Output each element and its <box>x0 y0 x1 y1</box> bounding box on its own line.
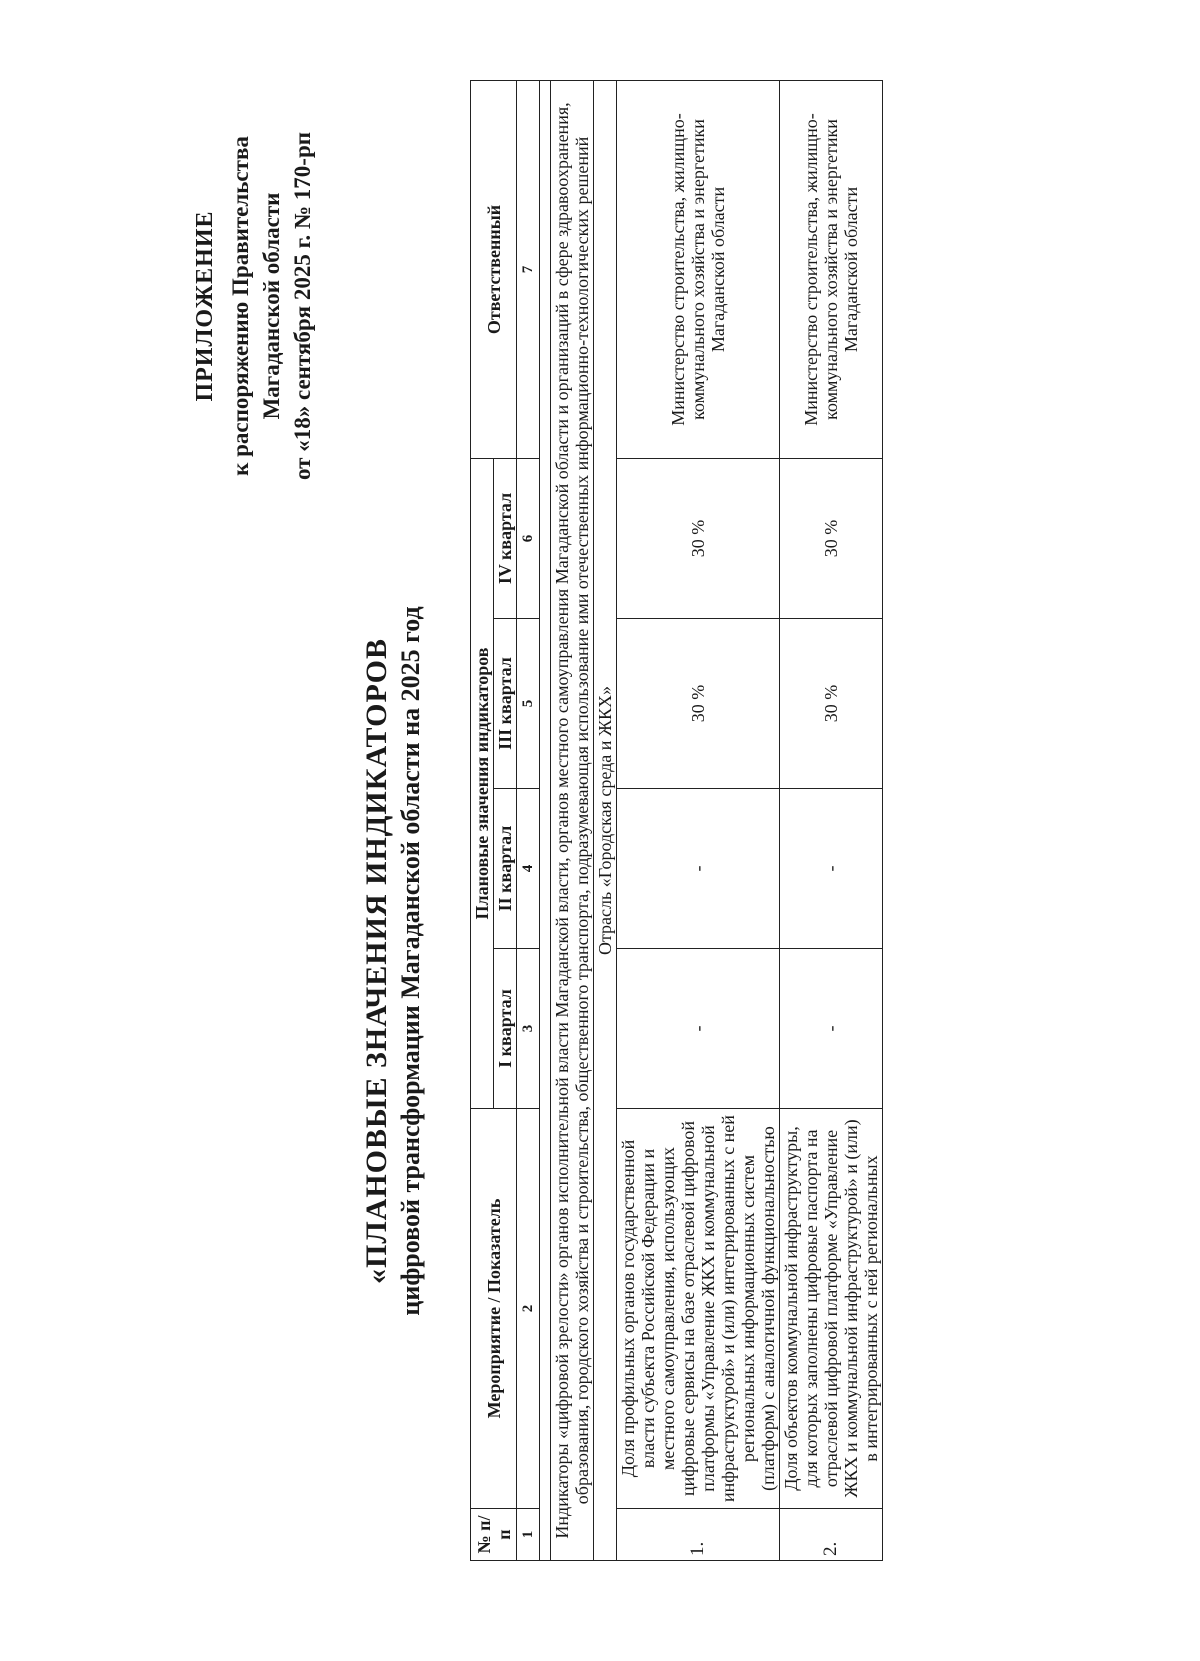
row-q4: 30 % <box>780 458 883 618</box>
row-q3: 30 % <box>780 619 883 789</box>
appendix-line-3: от «18» сентября 2025 г. № 170-рп <box>290 131 315 481</box>
col-number-2: 2 <box>517 1109 540 1509</box>
title-line-2: цифровой трансформации Магаданской области на 2025 год <box>396 606 425 1316</box>
appendix-label: ПРИЛОЖЕНИЕ <box>192 210 218 402</box>
industry-label: Отрасль «Городская среда и ЖКХ» <box>594 80 617 1560</box>
row-measure: Доля профильных органов государственной власти субъекта Российской Федерации и местного самоуправления, использующих цифровые сервисы на базе отраслевой цифровой платформы «Управление ЖКХ и коммунальной инфраструктурой» и (или) интегрированных с ней региональных информационных систем (платформ) с аналогичной функциональностью <box>617 1109 780 1509</box>
col-number-7: 7 <box>517 80 540 458</box>
document-title <box>360 461 426 1461</box>
section-note: Индикаторы «цифровой зрелости» органов исполнительной власти Магаданской власти, органов местного самоуправления Магаданской области и организаций в сфере здравоохранения, образования, городского хозяйства и строительства, общественного транспорта, подразумевающая использование ими отечественных информационно-технологических решений <box>551 80 594 1560</box>
col-number-1: 1 <box>517 1509 540 1561</box>
row-q1: - <box>780 949 883 1109</box>
column-number-row <box>517 80 540 1560</box>
row-measure: Доля объектов коммунальной инфраструктуры, для которых заполнены цифровые паспорта на отраслевой цифровой платформе «Управление ЖКХ и коммунальной инфраструктурой» и (или) в интегрированных с ней региональных <box>780 1109 883 1509</box>
header-q3: III квартал <box>494 619 517 789</box>
header-measure: Мероприятие / Показатель <box>471 1109 517 1509</box>
row-q1: - <box>617 949 780 1109</box>
industry-row <box>594 80 617 1560</box>
header-planned: Плановые значения индикаторов <box>471 458 494 1108</box>
row-num: 2. <box>780 1509 883 1561</box>
appendix-line-1: к распоряжению Правительства <box>228 136 253 476</box>
header-row-1 <box>471 80 494 1560</box>
header-responsible: Ответственный <box>471 80 517 458</box>
header-q1: I квартал <box>494 949 517 1109</box>
row-responsible: Министерство строительства, жилищно-коммунального хозяйства и энергетики Магаданской области <box>780 80 883 458</box>
row-responsible: Министерство строительства, жилищно-коммунального хозяйства и энергетики Магаданской области <box>617 80 780 458</box>
row-q2: - <box>780 789 883 949</box>
table-row <box>617 80 780 1560</box>
section-note-row <box>551 80 594 1560</box>
row-q4: 30 % <box>617 458 780 618</box>
appendix-header <box>190 71 318 541</box>
header-num: № п/п <box>471 1509 517 1561</box>
header-q4: IV квартал <box>494 458 517 618</box>
row-q3: 30 % <box>617 619 780 789</box>
col-number-6: 6 <box>517 458 540 618</box>
row-q2: - <box>617 789 780 949</box>
indicators-table <box>470 80 883 1561</box>
row-num: 1. <box>617 1509 780 1561</box>
title-line-1: «ПЛАНОВЫЕ ЗНАЧЕНИЯ ИНДИКАТОРОВ <box>360 638 393 1285</box>
appendix-line-2: Магаданской области <box>259 192 284 420</box>
table-row <box>780 80 883 1560</box>
spacer-row <box>540 80 551 1560</box>
col-number-4: 4 <box>517 789 540 949</box>
col-number-5: 5 <box>517 619 540 789</box>
col-number-3: 3 <box>517 949 540 1109</box>
header-q2: II квартал <box>494 789 517 949</box>
